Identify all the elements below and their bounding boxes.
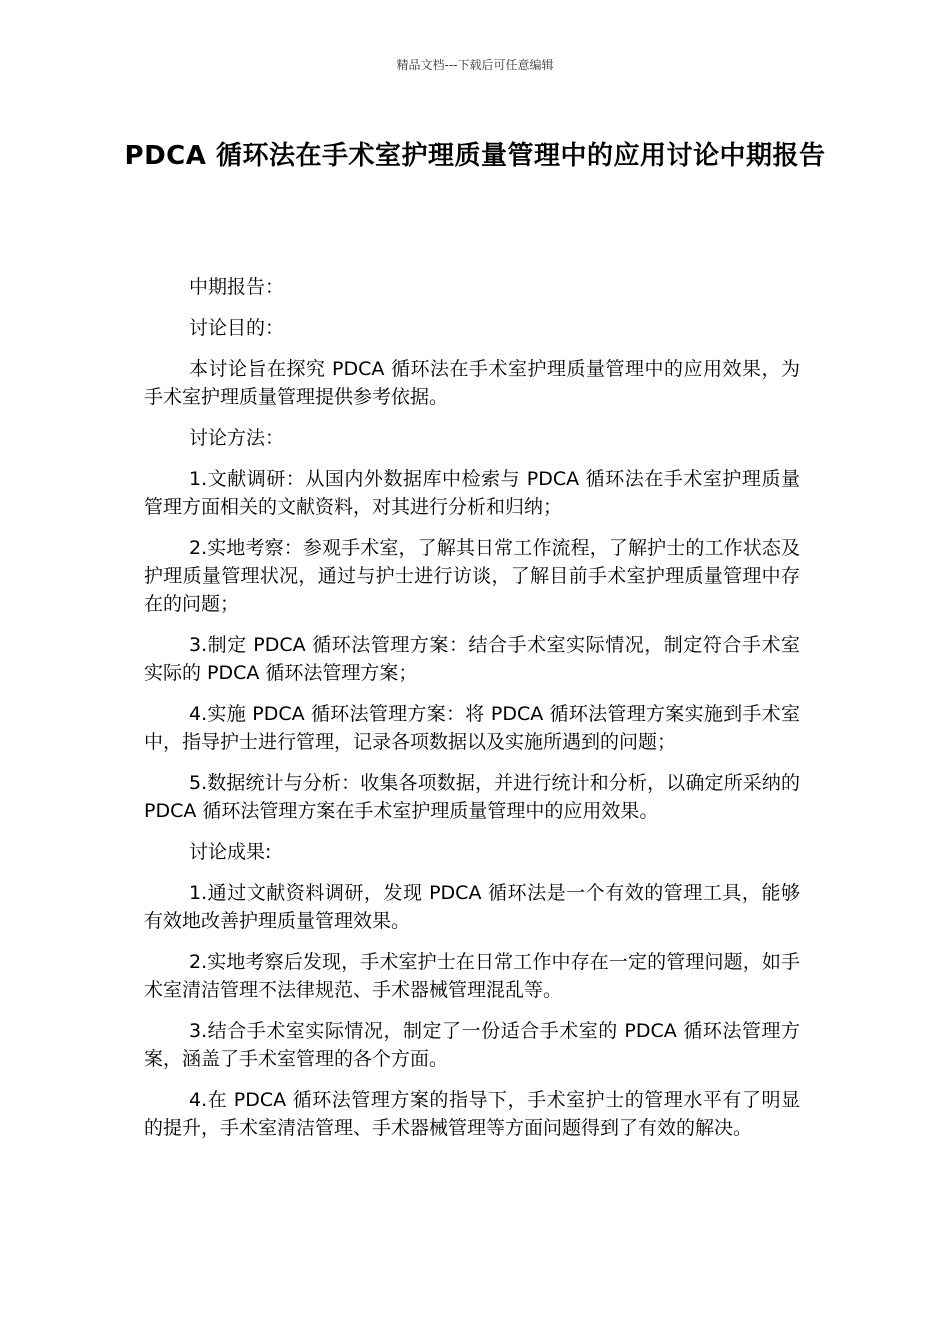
paragraph-result-1: 1.通过文献资料调研，发现 PDCA 循环法是一个有效的管理工具，能够有效地改善护理质量管理效果。 [144, 882, 800, 932]
paragraph-methods-heading: 讨论方法： [189, 427, 285, 449]
paragraph-result-4: 4.在 PDCA 循环法管理方案的指导下，手术室护士的管理水平有了明显的提升，手术室清洁管理、手术器械管理等方面问题得到了有效的解决。 [144, 1089, 800, 1139]
page-header: 精品文档---下载后可任意编辑 [396, 58, 554, 72]
paragraph-method-1: 1.文献调研：从国内外数据库中检索与 PDCA 循环法在手术室护理质量管理方面相关的文献资料，对其进行分析和归纳； [144, 468, 800, 518]
paragraph-purpose-heading: 讨论目的： [189, 317, 285, 339]
paragraph-results-heading: 讨论成果: [189, 841, 272, 863]
paragraph-method-4: 4.实施 PDCA 循环法管理方案：将 PDCA 循环法管理方案实施到手术室中，指导护士进行管理，记录各项数据以及实施所遇到的问题； [144, 703, 800, 753]
paragraph-result-2: 2.实地考察后发现，手术室护士在日常工作中存在一定的管理问题，如手术室清洁管理不法律规范、手术器械管理混乱等。 [144, 951, 800, 1001]
document-title: PDCA 循环法在手术室护理质量管理中的应用讨论中期报告 [124, 141, 826, 171]
paragraph-purpose-text: 本讨论旨在探究 PDCA 循环法在手术室护理质量管理中的应用效果，为手术室护理质量管理提供参考依据。 [144, 358, 800, 408]
document-body [144, 273, 800, 1155]
paragraph-method-2: 2.实地考察：参观手术室，了解其日常工作流程，了解护士的工作状态及护理质量管理状况，通过与护士进行访谈，了解目前手术室护理质量管理中存在的问题； [144, 537, 800, 615]
paragraph-interim-report-label: 中期报告： [189, 276, 285, 298]
paragraph-method-5: 5.数据统计与分析：收集各项数据，并进行统计和分析，以确定所采纳的 PDCA 循环法管理方案在手术室护理质量管理中的应用效果。 [144, 772, 800, 822]
paragraph-method-3: 3.制定 PDCA 循环法管理方案：结合手术室实际情况，制定符合手术室实际的 PDCA 循环法管理方案； [144, 634, 800, 684]
paragraph-result-3: 3.结合手术室实际情况，制定了一份适合手术室的 PDCA 循环法管理方案，涵盖了手术室管理的各个方面。 [144, 1020, 800, 1070]
